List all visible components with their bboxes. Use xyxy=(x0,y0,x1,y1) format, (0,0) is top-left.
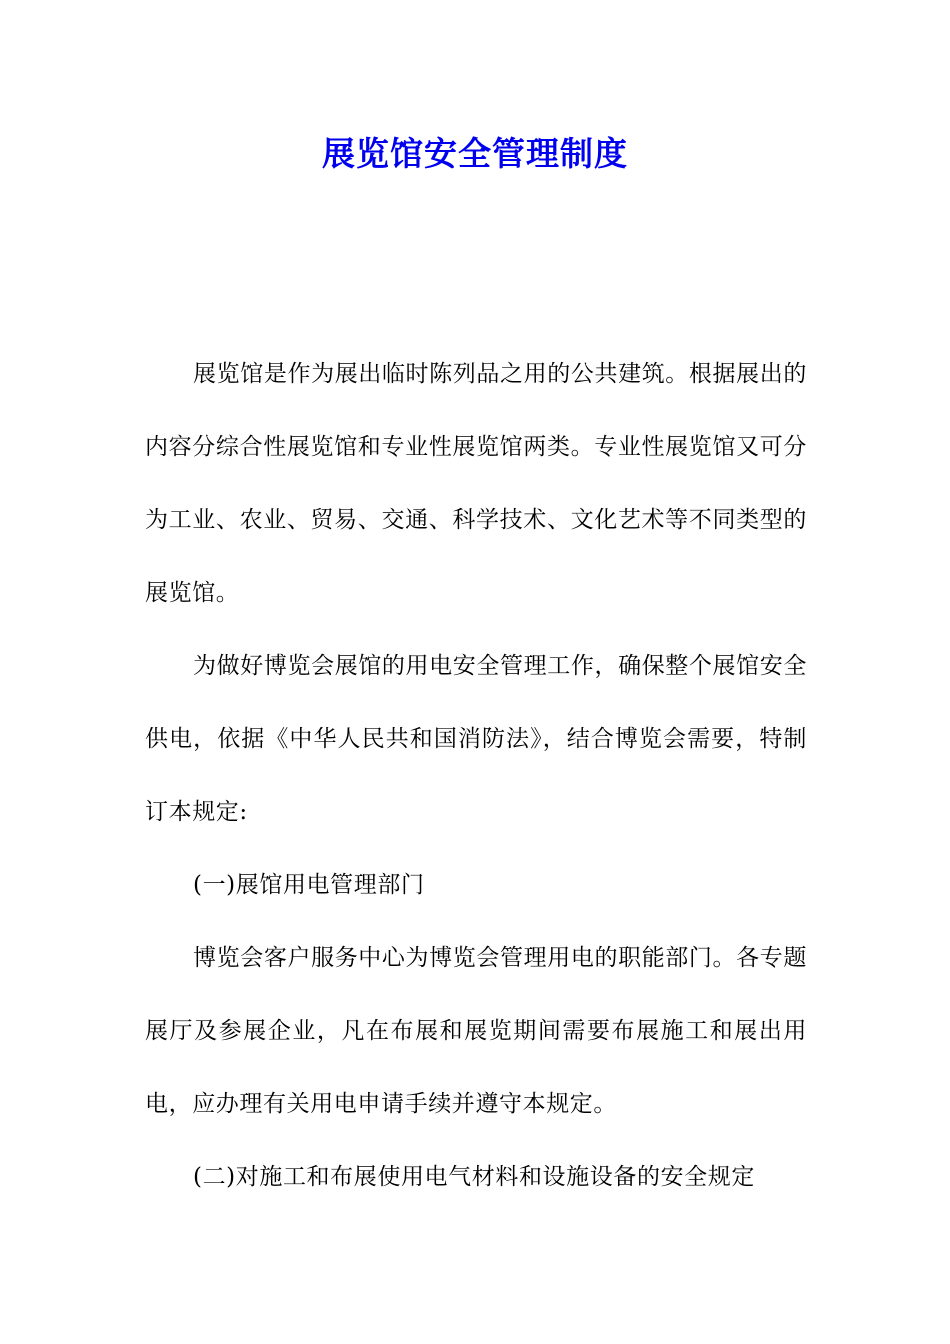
section-heading-2: (二)对施工和布展使用电气材料和设施设备的安全规定 xyxy=(193,1164,755,1190)
paragraph-section-1: 博览会客户服务中心为博览会管理用电的职能部门。各专题展厅及参展企业，凡在布展和展览期间需要布展施工和展出用电，应办理有关用电申请手续并遵守本规定。 xyxy=(145,945,807,1117)
paragraph-intro: 展览馆是作为展出临时陈列品之用的公共建筑。根据展出的内容分综合性展览馆和专业性展览馆两类。专业性展览馆又可分为工业、农业、贸易、交通、科学技术、文化艺术等不同类型的展览馆。 xyxy=(145,361,807,606)
document-title: 展览馆安全管理制度 xyxy=(322,134,628,173)
section-heading-1: (一)展馆用电管理部门 xyxy=(193,872,425,898)
document-body xyxy=(145,338,807,1214)
paragraph-purpose: 为做好博览会展馆的用电安全管理工作，确保整个展馆安全供电，依据《中华人民共和国消防法》，结合博览会需要，特制订本规定: xyxy=(145,653,807,825)
